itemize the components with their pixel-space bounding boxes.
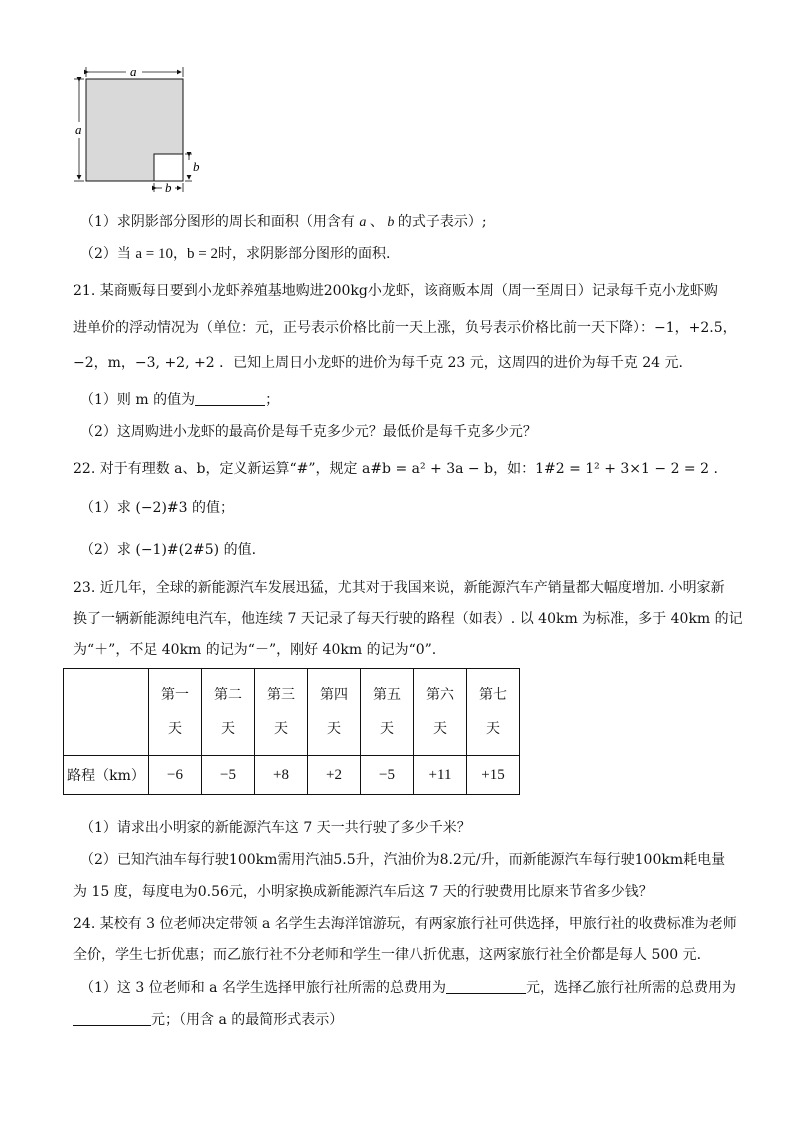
- day-header: 第六 天: [414, 669, 467, 756]
- day-header: 第七 天: [467, 669, 520, 756]
- shaded-square-figure: [66, 64, 206, 194]
- distance-value: −6: [149, 756, 202, 795]
- answer-blank-jia[interactable]: [446, 979, 526, 994]
- q23-part2-line2: 为 15 度，每度电为0.56元，小明家换成新能源汽车后这 7 天的行驶费用比原来节省多少钱？: [73, 884, 653, 900]
- label-a-left: a: [75, 122, 82, 137]
- table-header-row: [64, 669, 520, 756]
- q22-line1: 22. 对于有理数 a、b，定义新运算“#”，规定 a#b = a² + 3a − b，如：1#2 = 1² + 3×1 − 2 = 2 .: [73, 461, 718, 477]
- q24-line1: 24. 某校有 3 位老师决定带领 a 名学生去海洋馆游玩，有两家旅行社可供选择，甲旅行社的收费标准为老师: [73, 916, 737, 932]
- label-b-bottom: b: [165, 180, 172, 194]
- q21-line1: 21. 某商贩每日要到小龙虾养殖基地购进200kg小龙虾，该商贩本周（周一至周日）记录每千克小龙虾购: [73, 283, 718, 299]
- q20-part2-a: a = 10: [135, 246, 173, 262]
- q22-part1: （1）求 (−2)#3 的值；: [80, 500, 235, 516]
- distance-value: +2: [308, 756, 361, 795]
- q20-part1-end: 的式子表示）;: [397, 214, 487, 230]
- var-b: b: [383, 215, 398, 230]
- distance-value: +11: [414, 756, 467, 795]
- q24-line2: 全价，学生七折优惠；而乙旅行社不分老师和学生一律八折优惠，这两家旅行社全价都是每人 500 元.: [73, 947, 702, 963]
- var-a: a: [359, 215, 370, 230]
- q24-part1-mid: 元，选择乙旅行社所需的总费用为: [525, 980, 736, 996]
- q20-part1-sep: 、: [369, 214, 384, 230]
- table-corner-cell: [64, 669, 149, 756]
- q20-part2-pre: （2）当: [80, 246, 131, 262]
- q23-line2: 换了一辆新能源纯电汽车，他连续 7 天记录了每天行驶的路程（如表）. 以 40km 为标准，多于 40km 的记: [73, 611, 743, 627]
- q24-part1-end: 元；（用含 a 的最简形式表示）: [151, 1012, 344, 1028]
- q23-line1: 23. 近几年，全球的新能源汽车发展迅猛，尤其对于我国来说，新能源汽车产销量都大幅度增加. 小明家新: [73, 580, 725, 596]
- q24-part1-cont: [73, 1010, 343, 1030]
- answer-blank[interactable]: [195, 391, 265, 406]
- q21-part1-end: ；: [265, 392, 280, 408]
- q20-part1: [80, 212, 487, 233]
- q21-part1-text: （1）则 m 的值为: [80, 392, 196, 408]
- q23-part1: （1）请求出小明家的新能源汽车这 7 天一共行驶了多少千米？: [80, 820, 471, 836]
- row-label: 路程（km）: [64, 756, 149, 795]
- q20-part2: [80, 244, 390, 264]
- q20-part2-comma: ，: [173, 246, 187, 262]
- day-header: 第五 天: [361, 669, 414, 756]
- day-header: 第四 天: [308, 669, 361, 756]
- day-header: 第一 天: [149, 669, 202, 756]
- day-header: 第三 天: [255, 669, 308, 756]
- q24-part1-pre: （1）这 3 位老师和 a 名学生选择甲旅行社所需的总费用为: [80, 980, 446, 996]
- q23-part2-line1: （2）已知汽油车每行驶100km需用汽油5.5升，汽油价为8.2元/升，而新能源汽车每行驶100km耗电量: [80, 852, 726, 868]
- q22-part2: （2）求 (−1)#(2#5) 的值.: [80, 542, 257, 558]
- distance-value: −5: [361, 756, 414, 795]
- q20-part2-end: 时，求阴影部分图形的面积.: [217, 246, 391, 262]
- q23-line3: 为“＋”，不足 40km 的记为“－”，刚好 40km 的记为“0”.: [73, 642, 437, 658]
- q24-part1: [80, 978, 736, 998]
- q20-part1-text: （1）求阴影部分图形的周长和面积（用含有: [80, 214, 355, 230]
- day-header: 第二 天: [202, 669, 255, 756]
- q21-line3: −2，m，−3, +2, +2 ．已知上周日小龙虾的进价为每千克 23 元，这周四的进价为每千克 24 元.: [73, 355, 683, 371]
- label-a-top: a: [130, 64, 137, 79]
- distance-value: −5: [202, 756, 255, 795]
- label-b-right: b: [193, 159, 200, 174]
- distance-value: +15: [467, 756, 520, 795]
- distance-value: +8: [255, 756, 308, 795]
- q21-line2: 进单价的浮动情况为（单位：元，正号表示价格比前一天上涨，负号表示价格比前一天下降）：−1，+2.5，: [73, 320, 737, 336]
- q20-part2-b: b = 2: [187, 246, 218, 262]
- q21-part2: （2）这周购进小龙虾的最高价是每千克多少元？最低价是每千克多少元？: [80, 424, 537, 440]
- small-square: [154, 154, 183, 181]
- distance-table: [63, 668, 520, 795]
- table-row: [64, 756, 520, 795]
- answer-blank-yi[interactable]: [73, 1011, 151, 1026]
- q21-part1: [80, 390, 279, 410]
